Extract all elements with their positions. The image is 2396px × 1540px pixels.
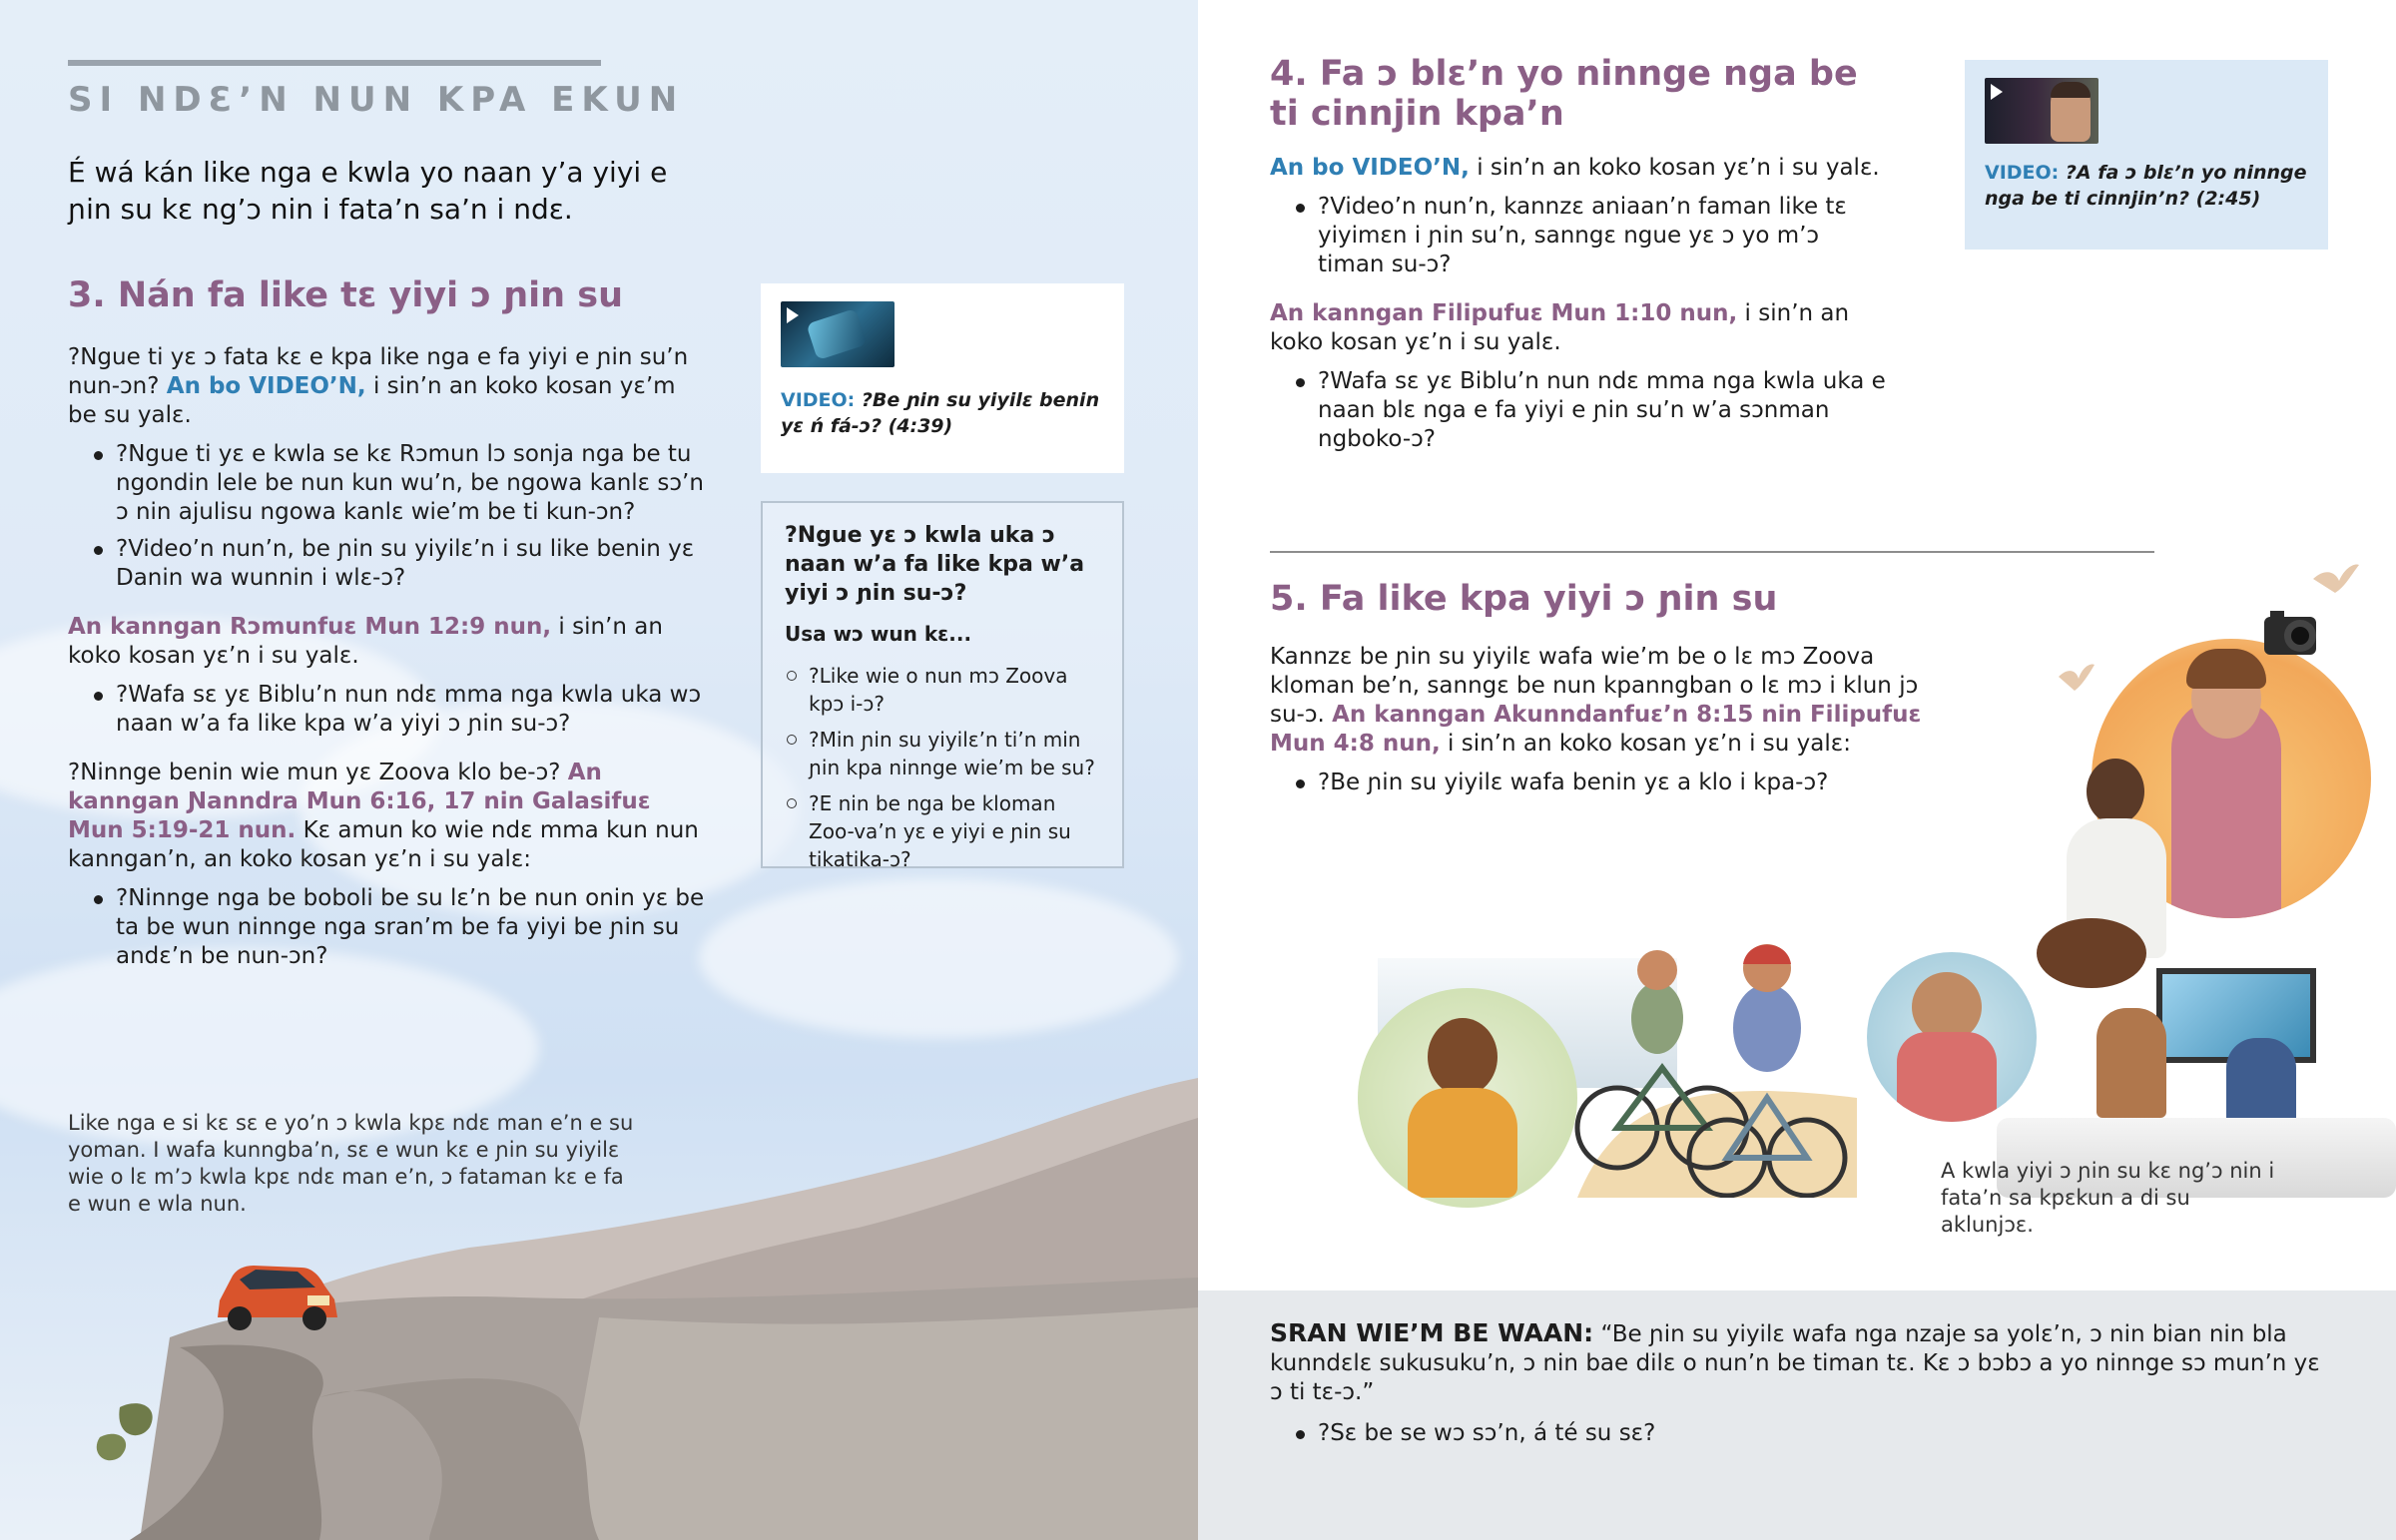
video-prefix: VIDEO:	[781, 389, 856, 411]
list-item: ?E nin be nga be kloman Zoo-va’n yɛ e yiyi e ɲin su tikatika-ɔ?	[785, 789, 1100, 873]
question-box	[761, 501, 1124, 871]
reader-circle	[1358, 988, 1577, 1208]
play-icon	[1991, 84, 2003, 100]
scripture-instruction: i sin’n an koko kosan yɛ’n i su yalɛ.	[1270, 300, 1850, 355]
left-caption: Like nga e si kɛ sɛ e yo’n ɔ kwla kpɛ ndɛ man e’n e su yoman. I wafa kunngba’n, sɛ e wun kɛ e ɲin su yiyilɛ wie o lɛ m’ɔ kwla kpɛ ndɛ man e’n, ɔ fataman kɛ e fa e wun e wla nun.	[68, 1111, 634, 1216]
section-3-scripture-para	[68, 613, 707, 671]
section-divider	[1270, 551, 2154, 553]
section-4-instruction: i sin’n an koko kosan yɛ’n i su yalɛ.	[1469, 155, 1880, 181]
section-3-bullets-3	[68, 884, 707, 971]
bird-icon	[2057, 659, 2096, 699]
section-3	[68, 275, 707, 979]
section-4-scripture-para	[1270, 299, 1889, 357]
scripture-instruction: i sin’n an koko kosan yɛ’n i su yalɛ:	[1440, 731, 1851, 757]
kicker-rule	[68, 60, 601, 66]
camera-icon	[2256, 599, 2336, 669]
quote-footer	[1198, 1290, 2396, 1540]
bicycles-illustration	[1557, 898, 1857, 1198]
right-page	[1198, 0, 2396, 1540]
play-icon	[787, 307, 799, 323]
section-4-bullets-1	[1270, 193, 1889, 279]
list-item: ?Like wie o nun mɔ Zoova kpɔ i-ɔ?	[785, 662, 1100, 718]
section-3-bullets-1	[68, 440, 707, 593]
section-3-question-2: ?Ninnge benin wie mun yɛ Zoova klo be-ɔ?	[68, 760, 561, 785]
gaming-scene	[2077, 968, 2336, 1128]
section-4-intro	[1270, 154, 1889, 183]
right-caption: A kwla yiyi ɔ ɲin su kɛ ng’ɔ nin i fata’n sa kpɛkun a di su aklunjɔɛ.	[1941, 1159, 2275, 1237]
video-caption	[1985, 160, 2308, 212]
video-prefix: VIDEO:	[1985, 162, 2060, 184]
video-card-3[interactable]	[761, 283, 1124, 473]
scripture-ref-romans[interactable]: An kanngan Rɔmunfuɛ Mun 12:9 nun,	[68, 614, 552, 640]
section-3-question: ?Ngue ti yɛ ɔ fata kɛ e kpa like nga e fa yiyi e ɲin su’n nun-ɔn?	[68, 344, 689, 399]
video-thumbnail[interactable]	[781, 301, 895, 367]
video-thumbnail[interactable]	[1985, 78, 2098, 144]
question-box-sub: Usa wɔ wun kɛ...	[785, 622, 972, 646]
video-caption	[781, 387, 1104, 439]
section-5-heading: 5. Fa like kpa yiyi ɔ ɲin su	[1270, 579, 1778, 619]
scripture-instruction: i sin’n an koko kosan yɛ’n i su yalɛ.	[68, 614, 663, 669]
quote-label: SRAN WIE’M BE WAAN:	[1270, 1318, 1594, 1347]
section-4-heading: 4. Fa ɔ blɛ’n yo ninnge nga be ti cinnjin kpa’n	[1270, 54, 1858, 134]
list-item: ?Wafa sɛ yɛ Biblu’n nun ndɛ mma nga kwla uka e naan blɛ nga e fa yiyi e ɲin su’n w’a sɔnman ngboko-ɔ?	[1270, 367, 1889, 454]
video-title: ?A fa ɔ blɛ’n yo ninnge nga be ti cinnjin’n? (2:45)	[1985, 162, 2307, 210]
section-3-bullets-2	[68, 681, 707, 739]
intro-text: É wá kán like nga e kwla yo naan y’a yiyi e ɲin su kɛ ng’ɔ nin i fata’n sa’n i ndɛ.	[68, 156, 668, 226]
video-link[interactable]: An bo VIDEO’N,	[166, 373, 366, 399]
section-3-instruction-3: Kɛ amun ko wie ndɛ mma kun nun kanngan’n, an koko kosan yɛ’n i su yalɛ:	[68, 817, 699, 872]
list-item: ?Be ɲin su yiyilɛ wafa benin yɛ a klo i kpa-ɔ?	[1270, 769, 1929, 797]
list-item: ?Min ɲin su yiyilɛ’n ti’n min ɲin kpa ninnge wie’m be su?	[785, 726, 1100, 781]
section-3-intro	[68, 343, 707, 430]
scripture-ref-philippians[interactable]: An kanngan Filipufuɛ Mun 1:10 nun,	[1270, 300, 1738, 326]
question-box-list	[785, 662, 1100, 873]
list-item: ?Ngue ti yɛ e kwla se kɛ Rɔmun lɔ sonja nga be tu ngondin lele be nun kun wu’n, be ngowa kanlɛ sɔ’n ɔ nin ajulisu ngowa kanlɛ wie’m be ti kun-ɔn?	[68, 440, 707, 527]
section-3-para-3	[68, 759, 707, 874]
car-icon	[210, 1256, 344, 1335]
scripture-ref-acts-philippians[interactable]: An kanngan Akunndanfuɛ’n 8:15 nin Filipufuɛ Mun 4:8 nun,	[1270, 702, 1922, 757]
video-link[interactable]: An bo VIDEO’N,	[1270, 155, 1470, 181]
list-item: ?Sɛ be se wɔ sɔ’n, á té su sɛ?	[1270, 1419, 2324, 1448]
quote-body: “Be ɲin su yiyilɛ wafa nga nzaje sa yolɛ’n, ɔ nin bian nin bla kunndɛlɛ sukusuku’n, ɔ nin bae dilɛ o nun’n be timan tɛ. Kɛ ɔ bɔbɔ a yo ninnge sɔ mun’n yɛ ɔ ti tɛ-ɔ.”	[1270, 1321, 2320, 1405]
video-card-4[interactable]	[1965, 60, 2328, 250]
section-3-instruction: i sin’n an koko kosan yɛ’m be su yalɛ.	[68, 373, 676, 428]
section-3-heading: 3. Nán fa like tɛ yiyi ɔ ɲin su	[68, 275, 624, 315]
video-title: ?Be ɲin su yiyilɛ benin yɛ ń fá-ɔ? (4:39)	[781, 389, 1100, 437]
cliff-illustration	[0, 1078, 1198, 1540]
quote-text	[1270, 1318, 2324, 1407]
scripture-ref-proverbs-galatians[interactable]: An kanngan Ɲanndra Mun 6:16, 17 nin Galasifuɛ Mun 5:19-21 nun.	[68, 760, 651, 843]
list-item: ?Video’n nun’n, kannzɛ aniaan’n faman like tɛ yiyimɛn i ɲin su’n, sanngɛ ngue yɛ ɔ yo m’ɔ timan su-ɔ?	[1270, 193, 1889, 279]
list-item: ?Ninnge nga be boboli be su lɛ’n be nun onin yɛ be ta be wun ninnge nga sran’m be fa yiyi be ɲin su andɛ’n be nun-ɔn?	[68, 884, 707, 971]
section-4-bullets-2	[1270, 367, 1889, 454]
list-item: ?Wafa sɛ yɛ Biblu’n nun ndɛ mma nga kwla uka wɔ naan w’a fa like kpa w’a yiyi ɔ ɲin su-ɔ?	[68, 681, 707, 739]
section-5-text: Kannzɛ be ɲin su yiyilɛ wafa wie’m be o lɛ mɔ Zoova kloman be’n, sanngɛ be nun kpanngban o lɛ mɔ i klun jɔ su-ɔ.	[1270, 644, 1919, 728]
craft-circle	[1867, 952, 2037, 1122]
quote-bullets	[1270, 1419, 2324, 1448]
question-box-title: ?Ngue yɛ ɔ kwla uka ɔ naan w’a fa like kpa w’a yiyi ɔ ɲin su-ɔ?	[785, 523, 1085, 606]
bird-icon	[2311, 559, 2361, 599]
kicker: SI NDƐ’N NUN KPA EKUN	[68, 80, 685, 120]
section-4	[1270, 54, 1889, 462]
list-item: ?Video’n nun’n, be ɲin su yiyilɛ’n i su like benin yɛ Danin wa wunnin i wlɛ-ɔ?	[68, 535, 707, 593]
